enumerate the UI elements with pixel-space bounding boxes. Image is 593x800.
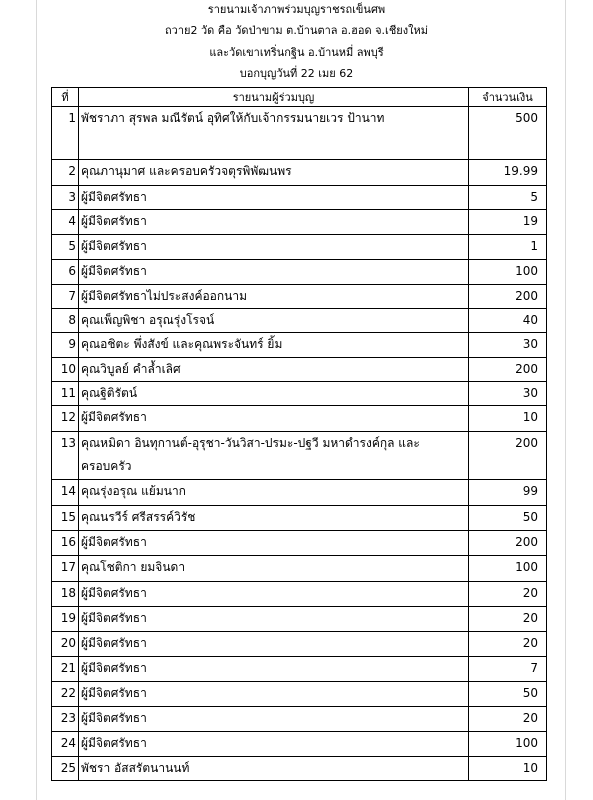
- donation-amount: 99: [469, 480, 547, 506]
- row-number: 21: [52, 657, 79, 682]
- row-number: 1: [52, 107, 79, 160]
- header-date: บอกบุญวันที่ 22 เมย 62: [239, 67, 354, 80]
- row-number: 13: [52, 432, 79, 480]
- donation-amount: 500: [469, 107, 547, 160]
- table-row: [52, 186, 547, 210]
- row-number: 11: [52, 382, 79, 406]
- table-row: [52, 285, 547, 309]
- row-number: 14: [52, 480, 79, 506]
- row-number: 18: [52, 582, 79, 607]
- row-number: 20: [52, 632, 79, 657]
- donation-amount: 30: [469, 333, 547, 358]
- donor-name: ผู้มีจิตศรัทธา: [79, 632, 469, 657]
- table-row: [52, 235, 547, 260]
- donor-name: คุณฐิติรัตน์: [79, 382, 469, 406]
- row-number: 19: [52, 607, 79, 632]
- donation-amount: 19.99: [469, 160, 547, 186]
- table-row: [52, 480, 547, 506]
- donor-name: ผู้มีจิตศรัทธา: [79, 531, 469, 556]
- donor-name: คุณอชิตะ พึ่งสังข์ และคุณพระจันทร์ ยิ้ม: [79, 333, 469, 358]
- row-number: 6: [52, 260, 79, 285]
- table-row: [52, 406, 547, 432]
- donor-name: ผู้มีจิตศรัทธา: [79, 260, 469, 285]
- table-row: [52, 556, 547, 582]
- donor-name: พัชราภา สุรพล มณีรัตน์ อุทิศให้กับเจ้ากรรมนายเวร ป้านาท: [79, 107, 469, 160]
- donor-name: ผู้มีจิตศรัทธา: [79, 732, 469, 757]
- page-left-edge: [36, 0, 37, 800]
- donor-name: คุณนรวีร์ ศรีสรรค์วิรัช: [79, 506, 469, 531]
- table-row: [52, 382, 547, 406]
- table-row: [52, 531, 547, 556]
- header-temple-2: และวัดเขาเทริ่นกฐิน อ.บ้านหมี่ ลพบุรี: [209, 46, 384, 59]
- row-number: 4: [52, 210, 79, 235]
- table-row: [52, 432, 547, 480]
- table-row: [52, 358, 547, 382]
- donation-amount: 19: [469, 210, 547, 235]
- table-row: [52, 107, 547, 160]
- donation-amount: 5: [469, 186, 547, 210]
- donation-amount: 20: [469, 582, 547, 607]
- column-header-name: รายนามผู้ร่วมบุญ: [79, 88, 469, 107]
- row-number: 5: [52, 235, 79, 260]
- donor-name: ผู้มีจิตศรัทธา: [79, 406, 469, 432]
- table-row: [52, 260, 547, 285]
- donor-name: ผู้มีจิตศรัทธา: [79, 707, 469, 732]
- row-number: 25: [52, 757, 79, 781]
- table-row: [52, 632, 547, 657]
- donation-amount: 30: [469, 382, 547, 406]
- donation-amount: 10: [469, 757, 547, 781]
- donor-name: คุณภานุมาศ และครอบครัวจตุรพิพัฒนพร: [79, 160, 469, 186]
- donation-amount: 1: [469, 235, 547, 260]
- donation-amount: 20: [469, 632, 547, 657]
- table-row: [52, 210, 547, 235]
- donor-name: คุณโชติกา ยมจินดา: [79, 556, 469, 582]
- row-number: 23: [52, 707, 79, 732]
- table-header-row: [52, 88, 547, 107]
- donation-amount: 10: [469, 406, 547, 432]
- table-body: [52, 107, 547, 781]
- row-number: 24: [52, 732, 79, 757]
- donor-name: ผู้มีจิตศรัทธาไม่ประสงค์ออกนาม: [79, 285, 469, 309]
- donor-name: ผู้มีจิตศรัทธา: [79, 235, 469, 260]
- row-number: 2: [52, 160, 79, 186]
- donor-name: ผู้มีจิตศรัทธา: [79, 582, 469, 607]
- donation-amount: 200: [469, 531, 547, 556]
- page-right-edge: [565, 0, 566, 800]
- donation-amount: 200: [469, 285, 547, 309]
- table-row: [52, 757, 547, 781]
- donor-name: ผู้มีจิตศรัทธา: [79, 657, 469, 682]
- donor-name: คุณเพ็ญพิชา อรุณรุ่งโรจน์: [79, 309, 469, 333]
- table-row: [52, 657, 547, 682]
- donor-name: คุณวิบูลย์ คำล้ำเลิศ: [79, 358, 469, 382]
- row-number: 7: [52, 285, 79, 309]
- row-number: 15: [52, 506, 79, 531]
- row-number: 16: [52, 531, 79, 556]
- table-row: [52, 682, 547, 707]
- donor-name: พัชรา อัสสรัตนานนท์: [79, 757, 469, 781]
- table-row: [52, 333, 547, 358]
- donor-name: ผู้มีจิตศรัทธา: [79, 186, 469, 210]
- donation-amount: 20: [469, 707, 547, 732]
- table-row: [52, 582, 547, 607]
- donor-name: ผู้มีจิตศรัทธา: [79, 607, 469, 632]
- header-temples: ถวาย2 วัด คือ วัดป่าขาม ต.บ้านตาล อ.ฮอด จ.เชียงใหม่: [165, 24, 428, 37]
- donation-amount: 20: [469, 607, 547, 632]
- row-number: 22: [52, 682, 79, 707]
- column-header-amount: จำนวนเงิน: [469, 88, 547, 107]
- donor-name: ผู้มีจิตศรัทธา: [79, 210, 469, 235]
- table-row: [52, 707, 547, 732]
- donation-amount: 50: [469, 682, 547, 707]
- donation-amount: 200: [469, 358, 547, 382]
- donation-amount: 100: [469, 732, 547, 757]
- table-row: [52, 160, 547, 186]
- donor-name: คุณหมิดา อินทุกานต์-อุรุชา-วันวิสา-ปรมะ-ปฐวี มหาดำรงค์กุล และครอบครัว: [79, 432, 469, 480]
- table-row: [52, 732, 547, 757]
- row-number: 3: [52, 186, 79, 210]
- row-number: 12: [52, 406, 79, 432]
- row-number: 8: [52, 309, 79, 333]
- donation-amount: 100: [469, 556, 547, 582]
- donation-amount: 40: [469, 309, 547, 333]
- row-number: 10: [52, 358, 79, 382]
- row-number: 17: [52, 556, 79, 582]
- donor-table: [51, 87, 547, 781]
- donation-amount: 200: [469, 432, 547, 480]
- table-row: [52, 506, 547, 531]
- header-title: รายนามเจ้าภาพร่วมบุญราชรถเข็นศพ: [207, 3, 386, 16]
- table-row: [52, 309, 547, 333]
- donor-name: ผู้มีจิตศรัทธา: [79, 682, 469, 707]
- column-header-no: ที่: [52, 88, 79, 107]
- table-row: [52, 607, 547, 632]
- donor-name: คุณรุ่งอรุณ แย้มนาก: [79, 480, 469, 506]
- donation-amount: 7: [469, 657, 547, 682]
- donation-amount: 100: [469, 260, 547, 285]
- donation-amount: 50: [469, 506, 547, 531]
- row-number: 9: [52, 333, 79, 358]
